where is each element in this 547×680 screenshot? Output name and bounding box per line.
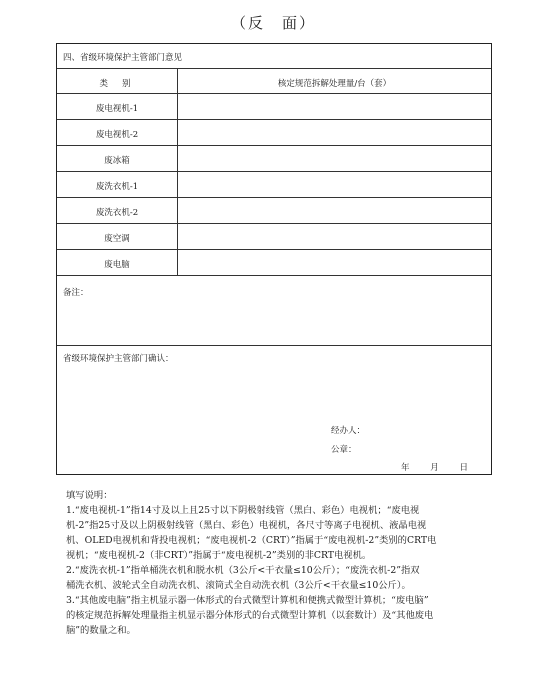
category-cell: 废空调 (57, 224, 178, 249)
table-row (57, 120, 491, 146)
quantity-column-header: 核定规范拆解处理量/台（套） (277, 79, 392, 89)
category-cell: 废电视机-1 (57, 94, 178, 119)
seal-label: 公章： (331, 445, 357, 455)
quantity-cell[interactable] (178, 224, 491, 249)
table-row (57, 224, 491, 250)
notes-field[interactable] (57, 276, 491, 346)
category-cell: 废冰箱 (57, 146, 178, 171)
category-cell: 废电视机-2 (57, 120, 178, 145)
instruction-line: 1.“废电视机-1”指14寸及以上且25寸以下阴极射线管（黑白、彩色）电视机；“废电视 (66, 505, 420, 516)
quantity-cell[interactable] (178, 198, 491, 223)
quantity-cell[interactable] (178, 94, 491, 119)
category-cell: 废洗衣机-1 (57, 172, 178, 197)
category-cell: 废洗衣机-2 (57, 198, 178, 223)
filling-instructions (66, 488, 496, 638)
category-cell: 废电脑 (57, 250, 178, 275)
confirmation-section[interactable] (57, 346, 491, 476)
category-column-header: 类别 (57, 69, 178, 93)
date-line (401, 461, 486, 473)
instruction-line: 脑”的数量之和。 (66, 625, 136, 636)
instructions-title: 填写说明： (66, 490, 113, 501)
instruction-line: 机-2”指25寸及以上阴极射线管（黑白、彩色）电视机，各尺寸等离子电视机、液晶电视 (66, 520, 427, 531)
year-label: 年 (401, 463, 410, 473)
section-title: 四、省级环境保护主管部门意见 (57, 44, 491, 69)
instruction-line: 视机；“废电视机-2（非CRT）”指属于“废电视机-2”类别的非CRT电视机。 (66, 550, 372, 561)
page-heading: （反 面） (230, 14, 316, 32)
table-header-row (57, 69, 491, 94)
table-row (57, 146, 491, 172)
instruction-line: 的核定规范拆解处理量指主机显示器分体形式的台式微型计算机（以套数计）及“其他废电 (66, 610, 434, 621)
instruction-line: 桶洗衣机、波轮式全自动洗衣机、滚筒式全自动洗衣机（3公斤<干衣量≤10公斤）。 (66, 580, 411, 591)
quantity-cell[interactable] (178, 250, 491, 275)
table-row (57, 94, 491, 120)
quantity-cell[interactable] (178, 172, 491, 197)
quantity-cell[interactable] (178, 120, 491, 145)
instruction-line: 机、OLED电视机和背投电视机；“废电视机-2（CRT）”指属于“废电视机-2”类别的CRT电 (66, 535, 437, 546)
opinion-form-table (56, 43, 492, 475)
confirmation-label: 省级环境保护主管部门确认： (63, 354, 174, 364)
month-label: 月 (430, 463, 439, 473)
instruction-line: 2.“废洗衣机-1”指单桶洗衣机和脱水机（3公斤<干衣量≤10公斤）；“废洗衣机-2”指双 (66, 565, 420, 576)
notes-label: 备注： (63, 288, 89, 298)
instruction-line: 3.“其他废电脑”指主机显示器一体形式的台式微型计算机和便携式微型计算机；“废电脑” (66, 595, 429, 606)
day-label: 日 (459, 463, 468, 473)
table-row (57, 172, 491, 198)
quantity-cell[interactable] (178, 146, 491, 171)
table-row (57, 250, 491, 276)
handler-label: 经办人： (331, 426, 366, 436)
table-row (57, 198, 491, 224)
